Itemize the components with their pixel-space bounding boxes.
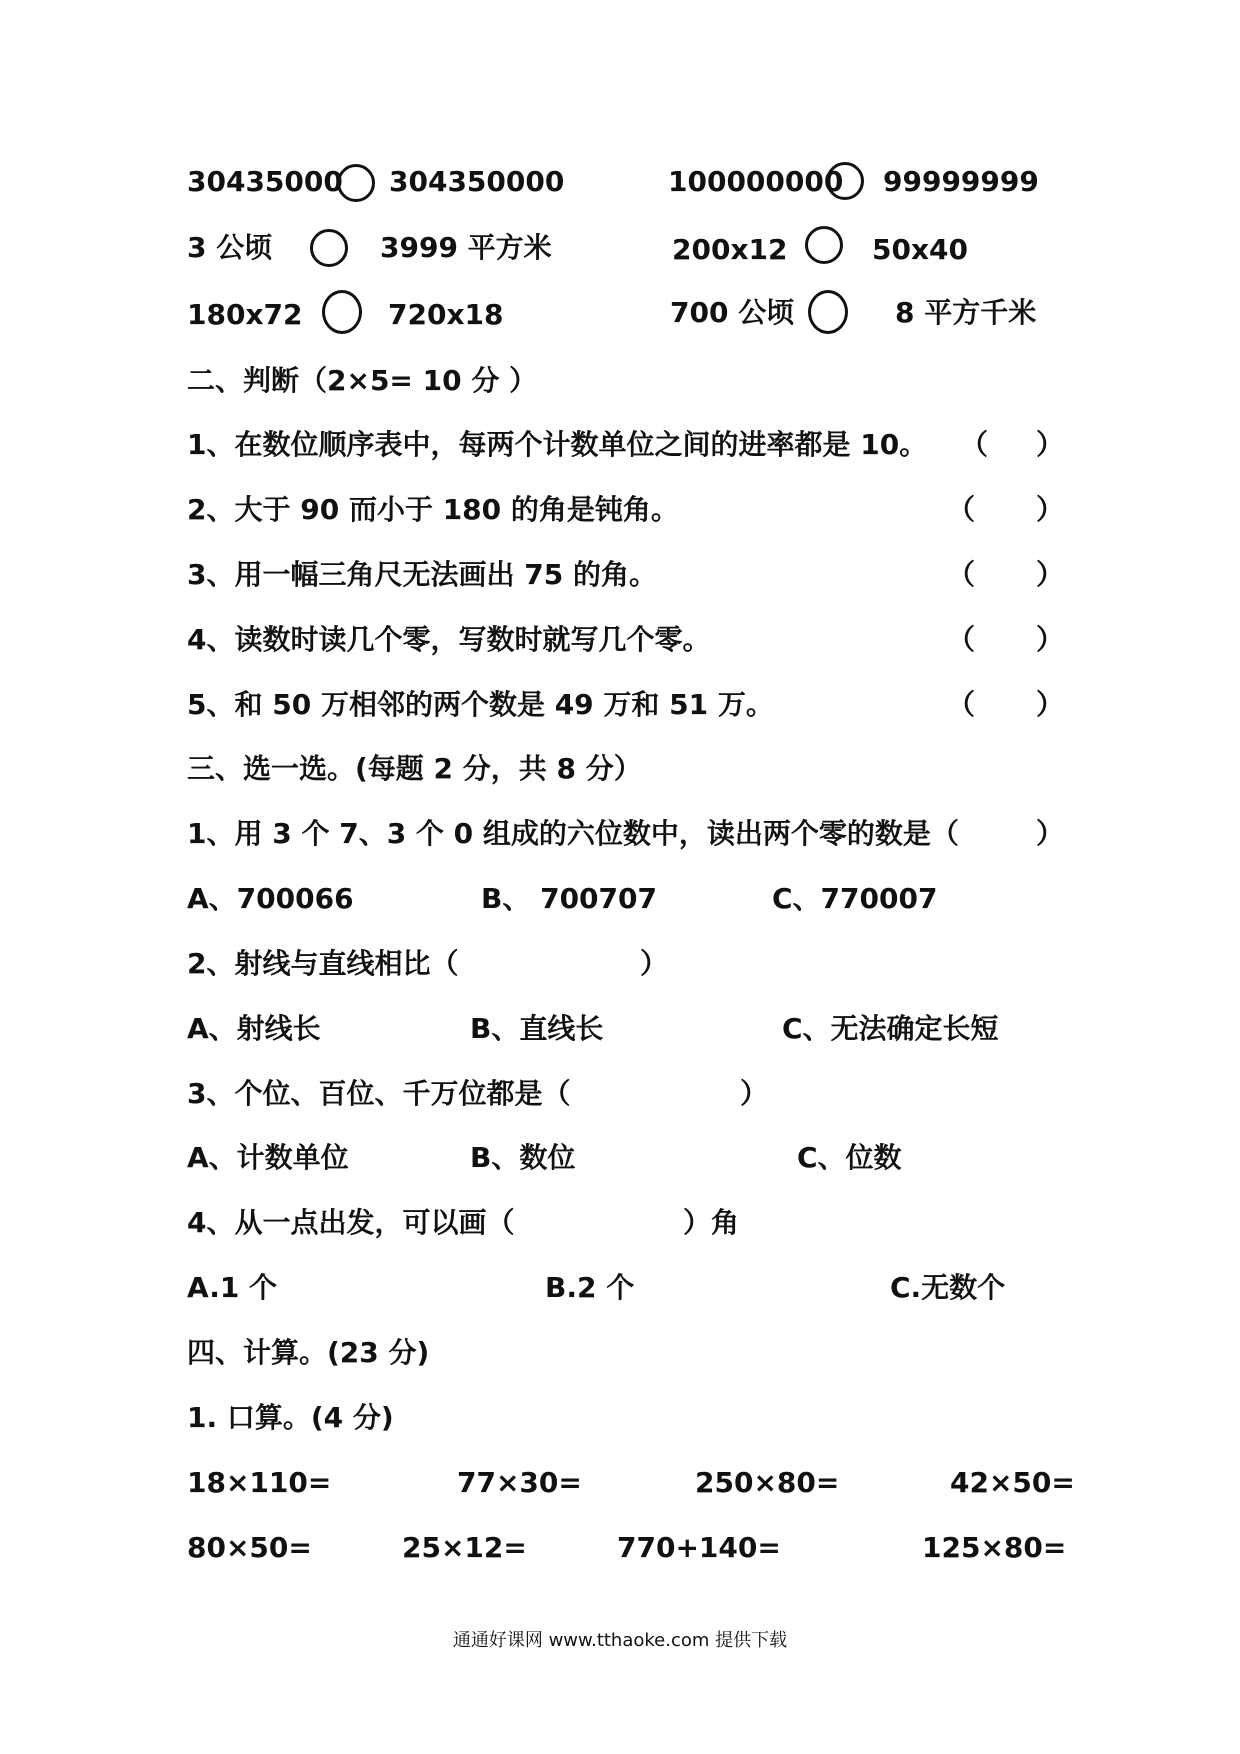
judge-item: 2、大于 90 而小于 180 的角是钝角。 xyxy=(187,493,679,526)
compare-blank-circle[interactable] xyxy=(322,290,362,334)
compare-r1-a: 30435000 xyxy=(187,165,343,198)
compare-r1-d: 99999999 xyxy=(883,165,1039,198)
answer-paren-close: ） xyxy=(1036,493,1065,526)
calc-expression: 770+140= xyxy=(617,1531,781,1564)
compare-r3-b: 720x18 xyxy=(388,298,504,331)
choose-q1-option-c: C、770007 xyxy=(772,882,938,915)
choose-q3-stem: 3、个位、百位、千万位都是（ xyxy=(187,1077,571,1110)
compare-r3-a: 180x72 xyxy=(187,298,303,331)
choose-q4-close: ）角 xyxy=(683,1206,740,1239)
calc-expression: 125×80= xyxy=(922,1531,1067,1564)
answer-paren-close: ） xyxy=(1036,688,1065,721)
calc-oral-subheading: 1. 口算。(4 分) xyxy=(187,1401,394,1434)
compare-r1-c: 100000000 xyxy=(668,165,844,198)
choose-q3-option-a: A、计数单位 xyxy=(187,1141,349,1174)
compare-blank-circle[interactable] xyxy=(805,226,843,264)
choose-q2-option-b: B、直线长 xyxy=(470,1012,604,1045)
answer-paren-close: ） xyxy=(1036,428,1065,461)
section-choose-heading: 三、选一选。(每题 2 分，共 8 分） xyxy=(187,752,642,785)
choose-q3-option-c: C、位数 xyxy=(797,1141,902,1174)
choose-q1-option-a: A、700066 xyxy=(187,882,354,915)
download-credit-footer: 通通好课网 www.tthaoke.com 提供下载 xyxy=(452,1630,788,1651)
calc-expression: 250×80= xyxy=(695,1466,840,1499)
choose-q2-stem: 2、射线与直线相比（ xyxy=(187,947,459,980)
compare-r2-a: 3 公顷 xyxy=(187,231,273,264)
choose-q4-option-c: C.无数个 xyxy=(890,1271,1006,1304)
section-judge-heading: 二、判断（2×5= 10 分 ） xyxy=(187,364,538,397)
compare-r2-d: 50x40 xyxy=(872,233,968,266)
calc-expression: 80×50= xyxy=(187,1531,312,1564)
answer-paren-open: （ xyxy=(947,493,976,526)
calc-expression: 42×50= xyxy=(950,1466,1075,1499)
judge-item: 3、用一幅三角尺无法画出 75 的角。 xyxy=(187,558,657,591)
choose-q4-option-a: A.1 个 xyxy=(187,1271,278,1304)
answer-paren-open: （ xyxy=(947,688,976,721)
choose-q1-close: ） xyxy=(1036,817,1065,850)
compare-blank-circle[interactable] xyxy=(808,290,848,334)
choose-q2-option-c: C、无法确定长短 xyxy=(782,1012,999,1045)
choose-q3-option-b: B、数位 xyxy=(470,1141,576,1174)
choose-q3-close: ） xyxy=(740,1077,769,1110)
choose-q2-close: ） xyxy=(640,947,669,980)
answer-paren-close: ） xyxy=(1036,558,1065,591)
judge-item: 5、和 50 万相邻的两个数是 49 万和 51 万。 xyxy=(187,688,774,721)
compare-blank-circle[interactable] xyxy=(310,229,348,267)
choose-q2-option-a: A、射线长 xyxy=(187,1012,321,1045)
compare-blank-circle[interactable] xyxy=(826,162,864,200)
compare-r3-c: 700 公顷 xyxy=(670,296,795,329)
section-calc-heading: 四、计算。(23 分) xyxy=(187,1336,430,1369)
judge-item: 4、读数时读几个零，写数时就写几个零。 xyxy=(187,623,711,656)
answer-paren-open: （ xyxy=(960,428,989,461)
compare-r2-b: 3999 平方米 xyxy=(380,231,552,264)
compare-r1-b: 304350000 xyxy=(389,165,565,198)
calc-expression: 77×30= xyxy=(457,1466,582,1499)
answer-paren-open: （ xyxy=(947,558,976,591)
choose-q4-option-b: B.2 个 xyxy=(545,1271,635,1304)
answer-paren-close: ） xyxy=(1036,623,1065,656)
choose-q1-option-b: B、 700707 xyxy=(481,882,657,915)
compare-blank-circle[interactable] xyxy=(337,164,375,202)
compare-r2-c: 200x12 xyxy=(672,233,788,266)
compare-r3-d: 8 平方千米 xyxy=(895,296,1037,329)
judge-item: 1、在数位顺序表中，每两个计数单位之间的进率都是 10。 xyxy=(187,428,928,461)
choose-q1-stem: 1、用 3 个 7、3 个 0 组成的六位数中，读出两个零的数是（ xyxy=(187,817,959,850)
choose-q4-stem: 4、从一点出发，可以画（ xyxy=(187,1206,515,1239)
calc-expression: 18×110= xyxy=(187,1466,332,1499)
calc-expression: 25×12= xyxy=(402,1531,527,1564)
answer-paren-open: （ xyxy=(947,623,976,656)
